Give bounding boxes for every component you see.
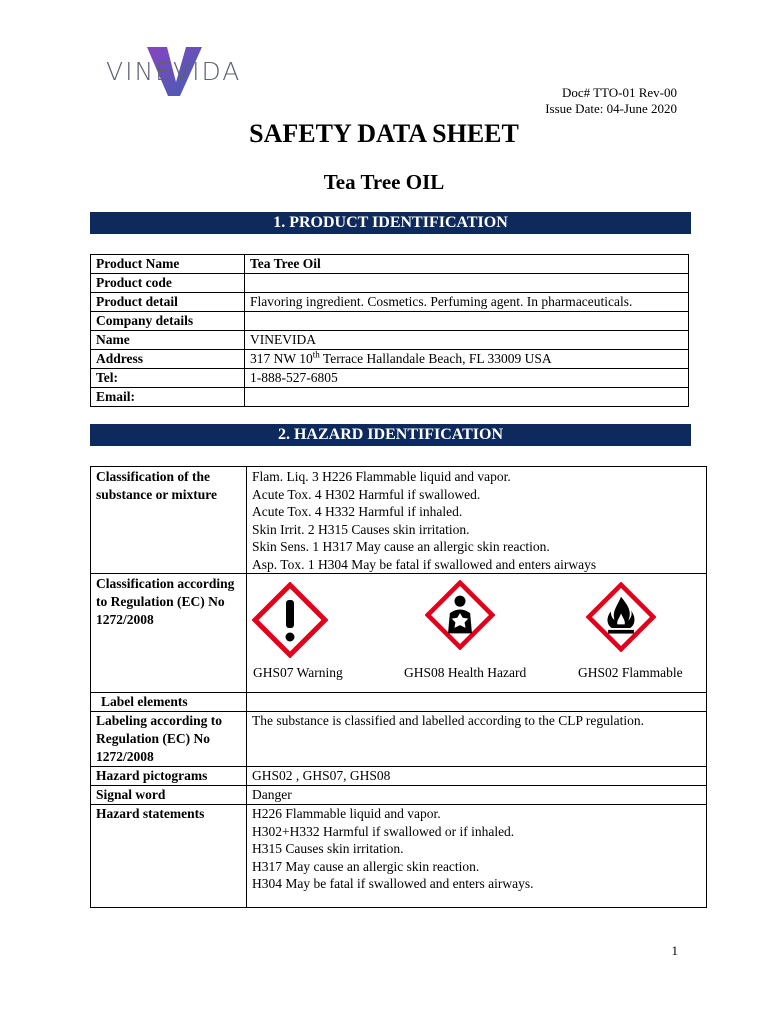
document-title: SAFETY DATA SHEET bbox=[249, 119, 519, 148]
table-row bbox=[91, 331, 689, 350]
classification-line: Skin Sens. 1 H317 May cause an allergic skin reaction. bbox=[252, 539, 550, 554]
company-details-value bbox=[245, 312, 689, 331]
company-name-value: VINEVIDA bbox=[245, 331, 689, 350]
classification-value bbox=[247, 467, 707, 574]
ghs02-caption: GHS02 Flammable bbox=[578, 665, 683, 680]
table-row bbox=[91, 574, 707, 693]
document-subtitle: Tea Tree OIL bbox=[323, 170, 445, 194]
ghs07-caption: GHS07 Warning bbox=[253, 665, 343, 680]
classification-line: Flam. Liq. 3 H226 Flammable liquid and vapor. bbox=[252, 469, 511, 484]
product-code-value bbox=[245, 274, 689, 293]
address-superscript: th bbox=[312, 349, 320, 360]
tel-value: 1-888-527-6805 bbox=[245, 369, 689, 388]
product-name-value: Tea Tree Oil bbox=[245, 255, 689, 274]
table-row bbox=[91, 805, 707, 908]
pictogram-cell bbox=[247, 574, 707, 693]
product-detail-value: Flavoring ingredient. Cosmetics. Perfuming agent. In pharmaceuticals. bbox=[245, 293, 689, 312]
table-row bbox=[91, 786, 707, 805]
email-value bbox=[245, 388, 689, 407]
section-2-heading: 2. HAZARD IDENTIFICATION bbox=[90, 424, 691, 446]
classification-line: Skin Irrit. 2 H315 Causes skin irritation. bbox=[252, 521, 470, 537]
tel-label: Tel: bbox=[91, 369, 245, 388]
signal-word-value: Danger bbox=[247, 786, 707, 805]
table-row bbox=[91, 467, 707, 574]
doc-number: Doc# TTO-01 Rev-00 bbox=[561, 85, 677, 100]
product-code-label: Product code bbox=[91, 274, 245, 293]
hazard-statement-line: H302+H332 Harmful if swallowed or if inhaled. bbox=[252, 823, 515, 839]
label-elements-label: Label elements bbox=[91, 693, 247, 712]
table-row bbox=[91, 693, 707, 712]
hazard-statement-line: H315 Causes skin irritation. bbox=[252, 841, 404, 856]
label-elements-value bbox=[247, 693, 707, 712]
hazard-pictograms-value: GHS02 , GHS07, GHS08 bbox=[247, 767, 707, 786]
hazard-statement-line: H304 May be fatal if swallowed and enters airways. bbox=[252, 876, 534, 891]
table-row bbox=[91, 767, 707, 786]
address-part: Terrace Hallandale Beach, FL 33009 USA bbox=[319, 351, 552, 366]
table-row bbox=[91, 274, 689, 293]
product-name-label: Product Name bbox=[91, 255, 245, 274]
labeling-label: Labeling according to Regulation (EC) No 1272/2008 bbox=[91, 712, 247, 767]
logo-text: VINEVIDA bbox=[106, 57, 242, 86]
email-label: Email: bbox=[91, 388, 245, 407]
classification-label: Classification of the substance or mixture bbox=[91, 467, 247, 574]
address-label: Address bbox=[91, 350, 245, 369]
exclamation-mark-icon bbox=[252, 582, 328, 658]
flame-icon bbox=[586, 582, 656, 652]
table-row bbox=[91, 712, 707, 767]
product-identification-table bbox=[90, 254, 689, 407]
section-1-heading: 1. PRODUCT IDENTIFICATION bbox=[90, 212, 691, 234]
hazard-pictograms-label: Hazard pictograms bbox=[91, 767, 247, 786]
hazard-statements-value bbox=[247, 805, 707, 908]
classification-line: Acute Tox. 4 H302 Harmful if swallowed. bbox=[252, 486, 481, 502]
health-hazard-icon bbox=[425, 580, 495, 650]
labeling-value: The substance is classified and labelled according to the CLP regulation. bbox=[247, 712, 707, 767]
hazard-statements-label: Hazard statements bbox=[91, 805, 247, 908]
signal-word-label: Signal word bbox=[91, 786, 247, 805]
hazard-statement-line: H226 Flammable liquid and vapor. bbox=[252, 806, 441, 821]
classification-line: Asp. Tox. 1 H304 May be fatal if swallowed and enters airways bbox=[252, 556, 597, 572]
issue-date: Issue Date: 04-June 2020 bbox=[545, 101, 677, 116]
ghs08-caption: GHS08 Health Hazard bbox=[404, 665, 527, 680]
doc-info bbox=[545, 85, 677, 117]
regulation-label: Classification according to Regulation (EC) No 1272/2008 bbox=[91, 574, 247, 693]
company-name-label: Name bbox=[91, 331, 245, 350]
table-row bbox=[91, 388, 689, 407]
company-details-label: Company details bbox=[91, 312, 245, 331]
table-row bbox=[91, 255, 689, 274]
hazard-identification-table bbox=[90, 466, 707, 908]
classification-line: Acute Tox. 4 H332 Harmful if inhaled. bbox=[252, 504, 463, 519]
pictogram-row bbox=[252, 574, 701, 692]
table-row bbox=[91, 293, 689, 312]
page-number: 1 bbox=[671, 943, 678, 958]
product-detail-label: Product detail bbox=[91, 293, 245, 312]
address-part: 317 NW 10 bbox=[250, 351, 313, 366]
table-row bbox=[91, 350, 689, 369]
address-value bbox=[245, 350, 689, 369]
table-row bbox=[91, 369, 689, 388]
vinevida-logo bbox=[92, 44, 252, 99]
hazard-statement-line: H317 May cause an allergic skin reaction. bbox=[252, 858, 480, 874]
table-row bbox=[91, 312, 689, 331]
